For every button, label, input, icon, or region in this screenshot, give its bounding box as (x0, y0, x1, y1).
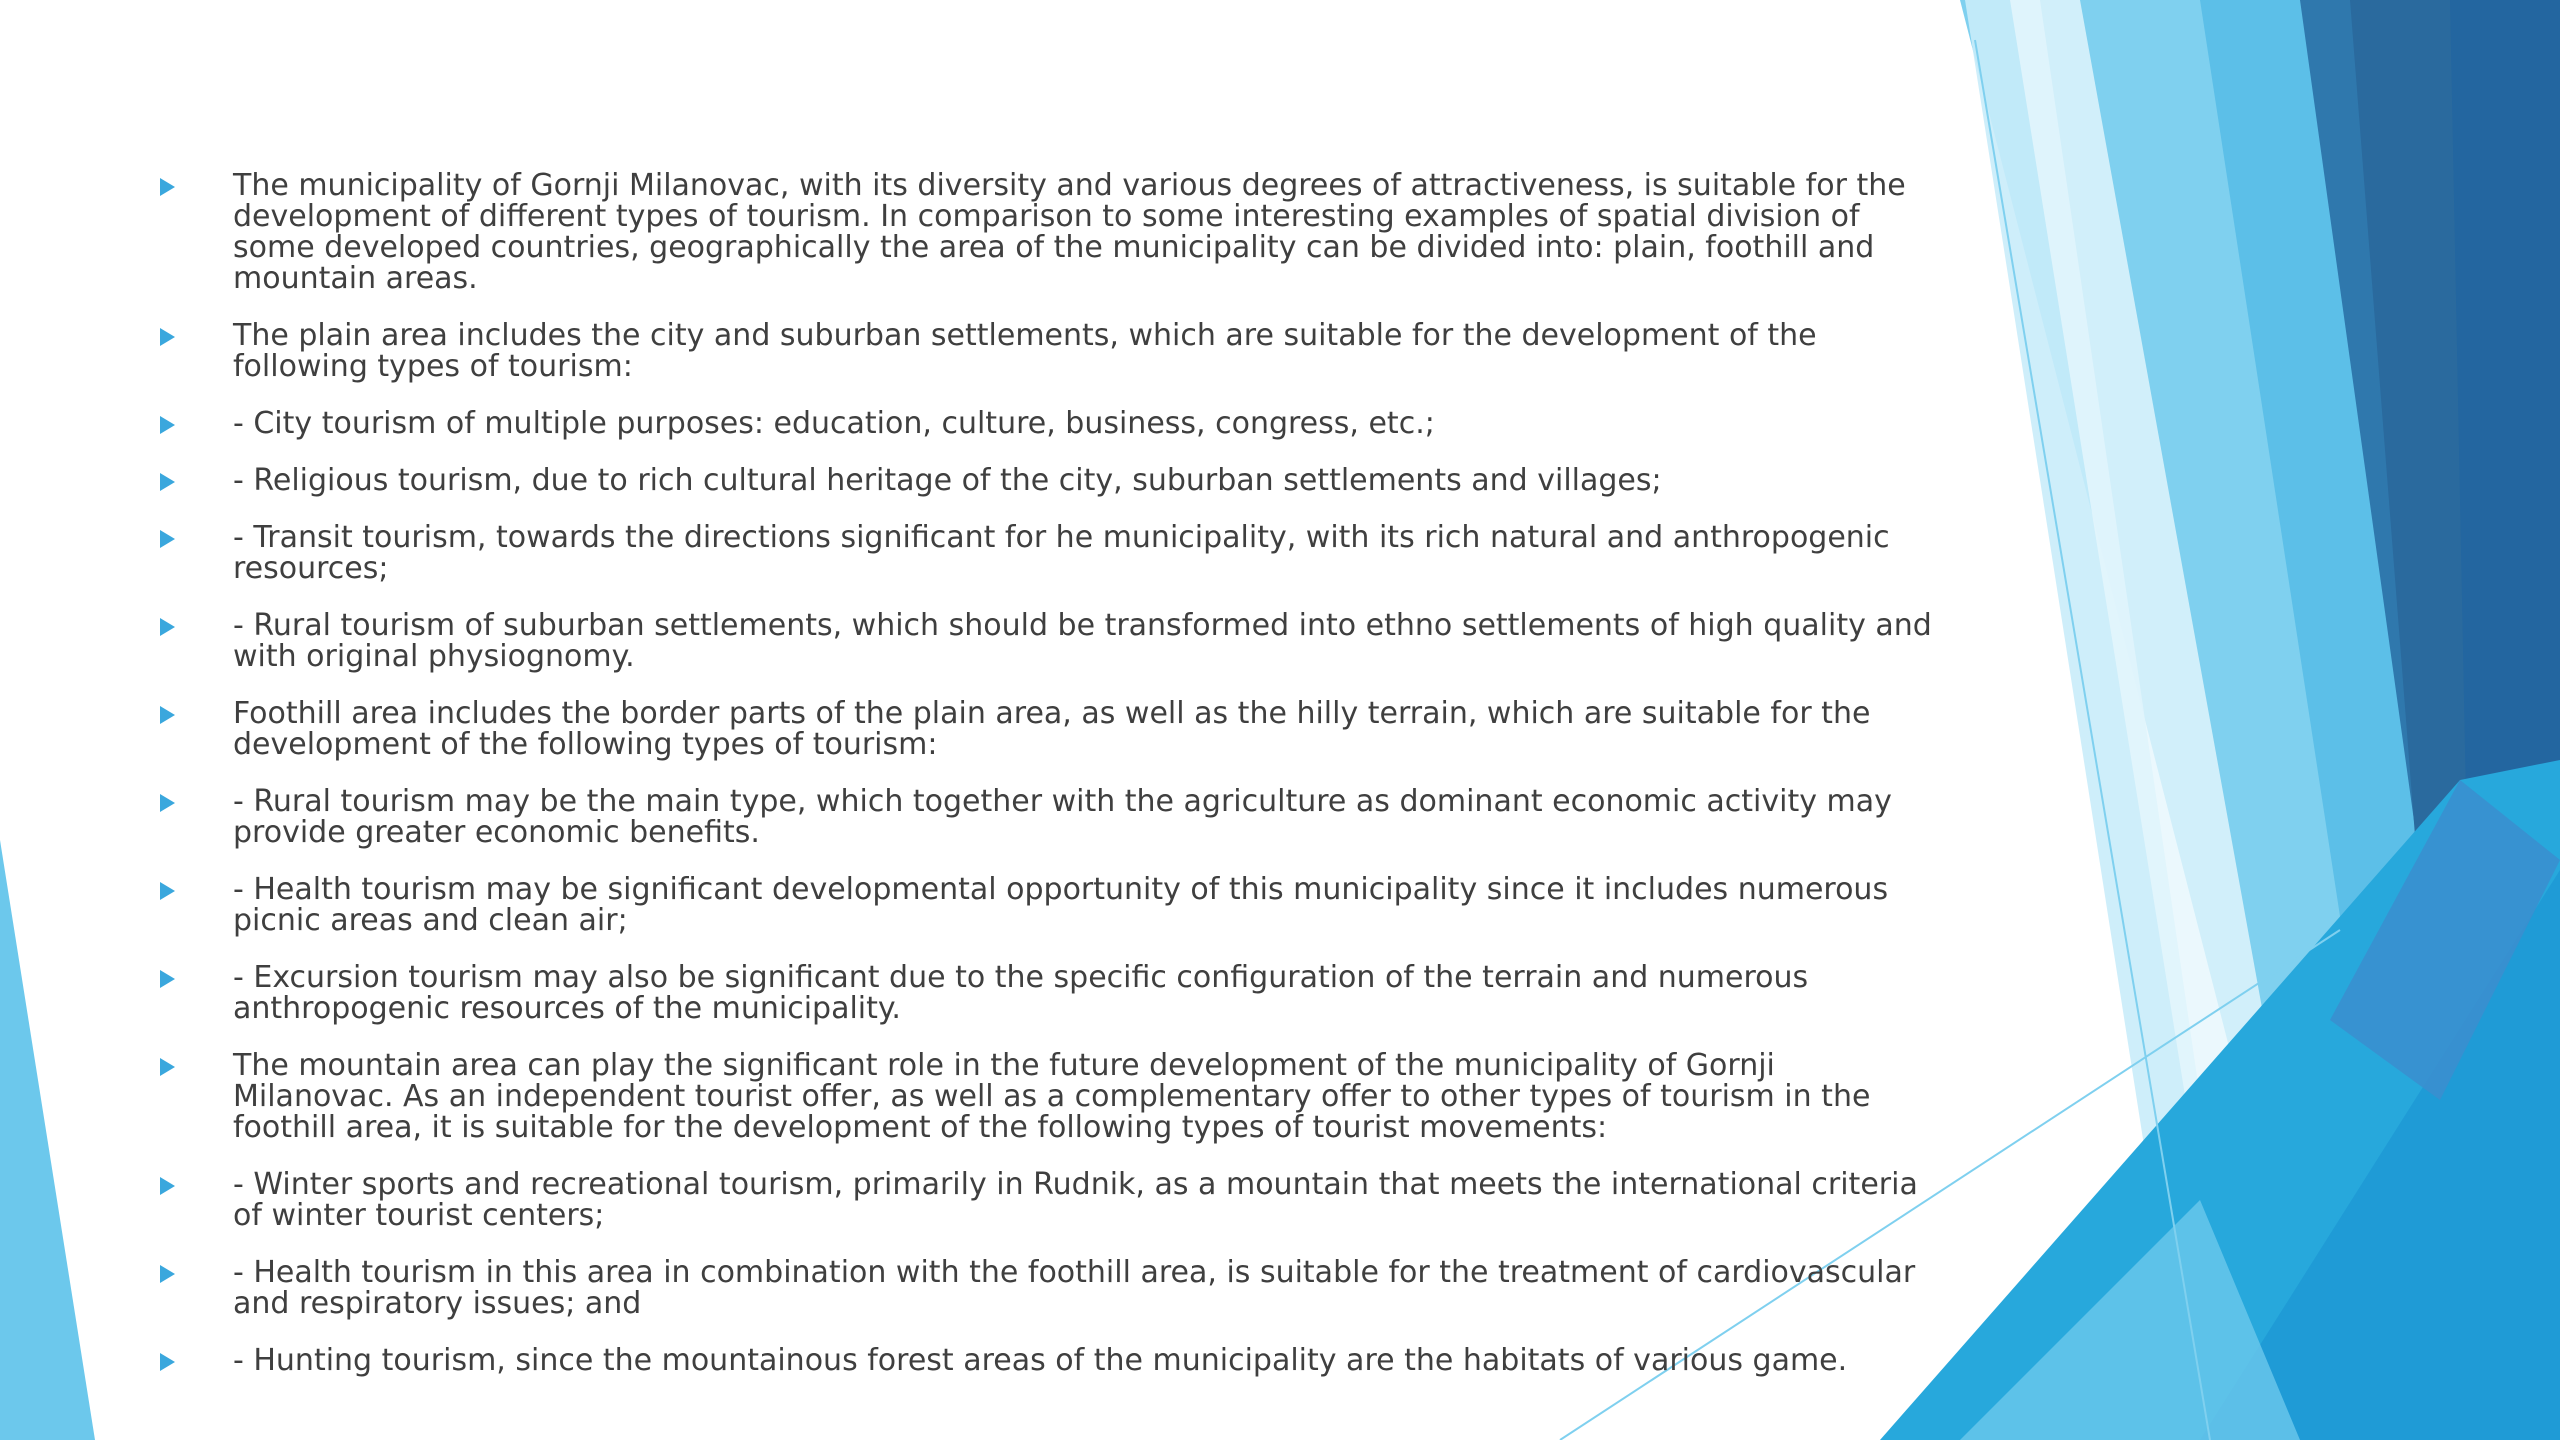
triangle-right-icon (160, 1353, 175, 1371)
bullet-text-7: Foothill area includes the border parts of the plain area, as well as the hilly terrain, which are suitable for the development of the following types of tourism: (233, 696, 1871, 762)
bullet-item-9 (160, 874, 1940, 936)
bullet-item-6 (160, 610, 1940, 672)
triangle-right-icon (160, 1177, 175, 1195)
triangle-right-icon (160, 473, 175, 491)
bullet-item-1 (160, 170, 1940, 294)
bullet-item-14 (160, 1345, 1940, 1376)
bullet-item-13 (160, 1257, 1940, 1319)
triangle-right-icon (160, 706, 175, 724)
triangle-right-icon (160, 178, 175, 196)
bullet-text-9: - Health tourism may be significant developmental opportunity of this municipality since it includes numerous picnic areas and clean air; (233, 872, 1889, 938)
triangle-right-icon (160, 618, 175, 636)
bullet-item-12 (160, 1169, 1940, 1231)
triangle-right-icon (160, 794, 175, 812)
triangle-right-icon (160, 530, 175, 548)
bullet-text-8: - Rural tourism may be the main type, which together with the agriculture as dominant economic activity may provide greater economic benefits. (233, 784, 1892, 850)
triangle-right-icon (160, 970, 175, 988)
bullet-text-5: - Transit tourism, towards the directions significant for he municipality, with its rich natural and anthropogenic resources; (233, 520, 1890, 586)
bullet-text-12: - Winter sports and recreational tourism, primarily in Rudnik, as a mountain that meets the international criteria of winter tourist centers; (233, 1167, 1918, 1233)
bullet-text-6: - Rural tourism of suburban settlements, which should be transformed into ethno settlements of high quality and with original physiognomy. (233, 608, 1932, 674)
bullet-item-5 (160, 522, 1940, 584)
triangle-right-icon (160, 882, 175, 900)
bullet-list (160, 170, 1940, 1376)
bullet-text-13: - Health tourism in this area in combination with the foothill area, is suitable for the treatment of cardiovascular and respiratory issues; and (233, 1255, 1916, 1321)
triangle-right-icon (160, 1265, 175, 1283)
bullet-text-11: The mountain area can play the significant role in the future development of the municipality of Gornji Milanovac. As an independent tourist offer, as well as a complementary offer to other types of tourism in the foothill area, it is suitable for the development of the following types of tourist movements: (233, 1048, 1871, 1145)
content-area (160, 170, 1940, 1402)
bullet-item-3 (160, 408, 1940, 439)
bullet-text-10: - Excursion tourism may also be significant due to the specific configuration of the terrain and numerous anthropogenic resources of the municipality. (233, 960, 1809, 1026)
triangle-right-icon (160, 1058, 175, 1076)
triangle-right-icon (160, 328, 175, 346)
bullet-text-2: The plain area includes the city and suburban settlements, which are suitable for the development of the following types of tourism: (233, 318, 1817, 384)
bullet-text-1: The municipality of Gornji Milanovac, with its diversity and various degrees of attractiveness, is suitable for the development of different types of tourism. In comparison to some interesting examples of spatial division of some developed countries, geographically the area of the municipality can be divided into: plain, foothill and mountain areas. (233, 168, 1906, 296)
bullet-item-4 (160, 465, 1940, 496)
facet-left-bottom (0, 840, 95, 1440)
bullet-item-10 (160, 962, 1940, 1024)
bullet-item-7 (160, 698, 1940, 760)
bullet-text-14: - Hunting tourism, since the mountainous forest areas of the municipality are the habitats of various game. (233, 1343, 1848, 1378)
bullet-text-4: - Religious tourism, due to rich cultural heritage of the city, suburban settlements and villages; (233, 463, 1662, 498)
bullet-item-11 (160, 1050, 1940, 1143)
bullet-text-3: - City tourism of multiple purposes: education, culture, business, congress, etc.; (233, 406, 1435, 441)
bullet-item-2 (160, 320, 1940, 382)
bullet-item-8 (160, 786, 1940, 848)
triangle-right-icon (160, 416, 175, 434)
